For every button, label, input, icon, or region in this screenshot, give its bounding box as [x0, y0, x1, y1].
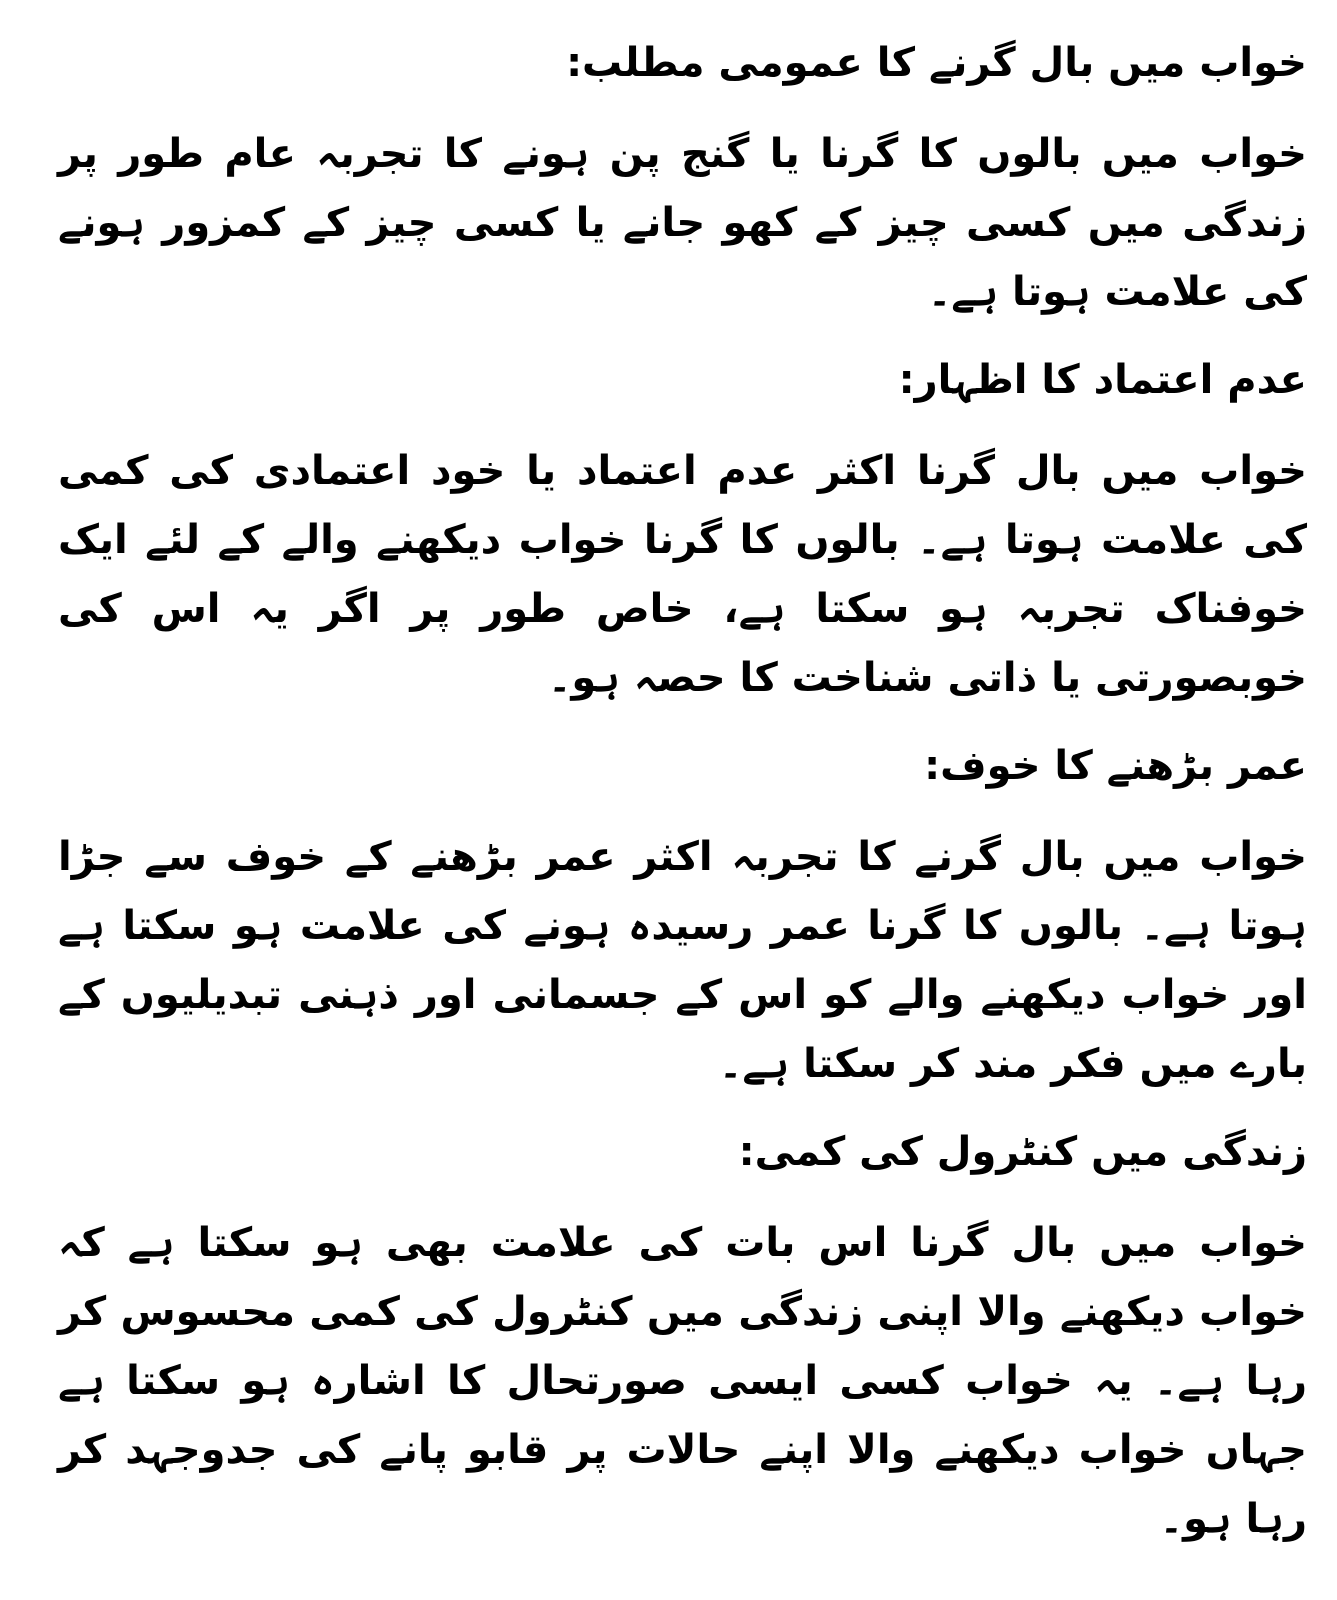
section-lack-of-confidence: [58, 345, 1307, 713]
section-paragraph: خواب میں بال گرنا اس بات کی علامت بھی ہو سکتا ہے کہ خواب دیکھنے والا اپنی زندگی میں کنٹرول کی کمی محسوس کر رہا ہے۔ یہ خواب کسی ایسی صورتحال کا اشارہ ہو سکتا ہے جہاں خواب دیکھنے والا اپنے حالات پر قابو پانے کی جدوجہد کر رہا ہو۔: [58, 1220, 1307, 1542]
section-heading: زندگی میں کنٹرول کی کمی:: [738, 1129, 1307, 1175]
section-paragraph: خواب میں بال گرنے کا تجربہ اکثر عمر بڑھنے کے خوف سے جڑا ہوتا ہے۔ بالوں کا گرنا عمر رسیدہ ہونے کی علامت ہو سکتا ہے اور خواب دیکھنے والے کو اس کے جسمانی اور ذہنی تبدیلیوں کے بارے میں فکر مند کر سکتا ہے۔: [58, 834, 1307, 1087]
section-heading: عدم اعتماد کا اظہار:: [898, 357, 1307, 403]
section-paragraph: خواب میں بالوں کا گرنا یا گنج پن ہونے کا تجربہ عام طور پر زندگی میں کسی چیز کے کھو جانے یا کسی چیز کے کمزور ہونے کی علامت ہوتا ہے۔: [58, 131, 1307, 315]
section-general-meaning: [58, 28, 1307, 327]
section-heading: عمر بڑھنے کا خوف:: [924, 743, 1307, 789]
section-fear-of-aging: [58, 731, 1307, 1099]
section-paragraph: خواب میں بال گرنا اکثر عدم اعتماد یا خود اعتمادی کی کمی کی علامت ہوتا ہے۔ بالوں کا گرنا خواب دیکھنے والے کے لئے ایک خوفناک تجربہ ہو سکتا ہے، خاص طور پر اگر یہ اس کی خوبصورتی یا ذاتی شناخت کا حصہ ہو۔: [58, 448, 1307, 701]
section-lack-of-control: [58, 1117, 1307, 1554]
section-heading: خواب میں بال گرنے کا عمومی مطلب:: [566, 40, 1307, 86]
